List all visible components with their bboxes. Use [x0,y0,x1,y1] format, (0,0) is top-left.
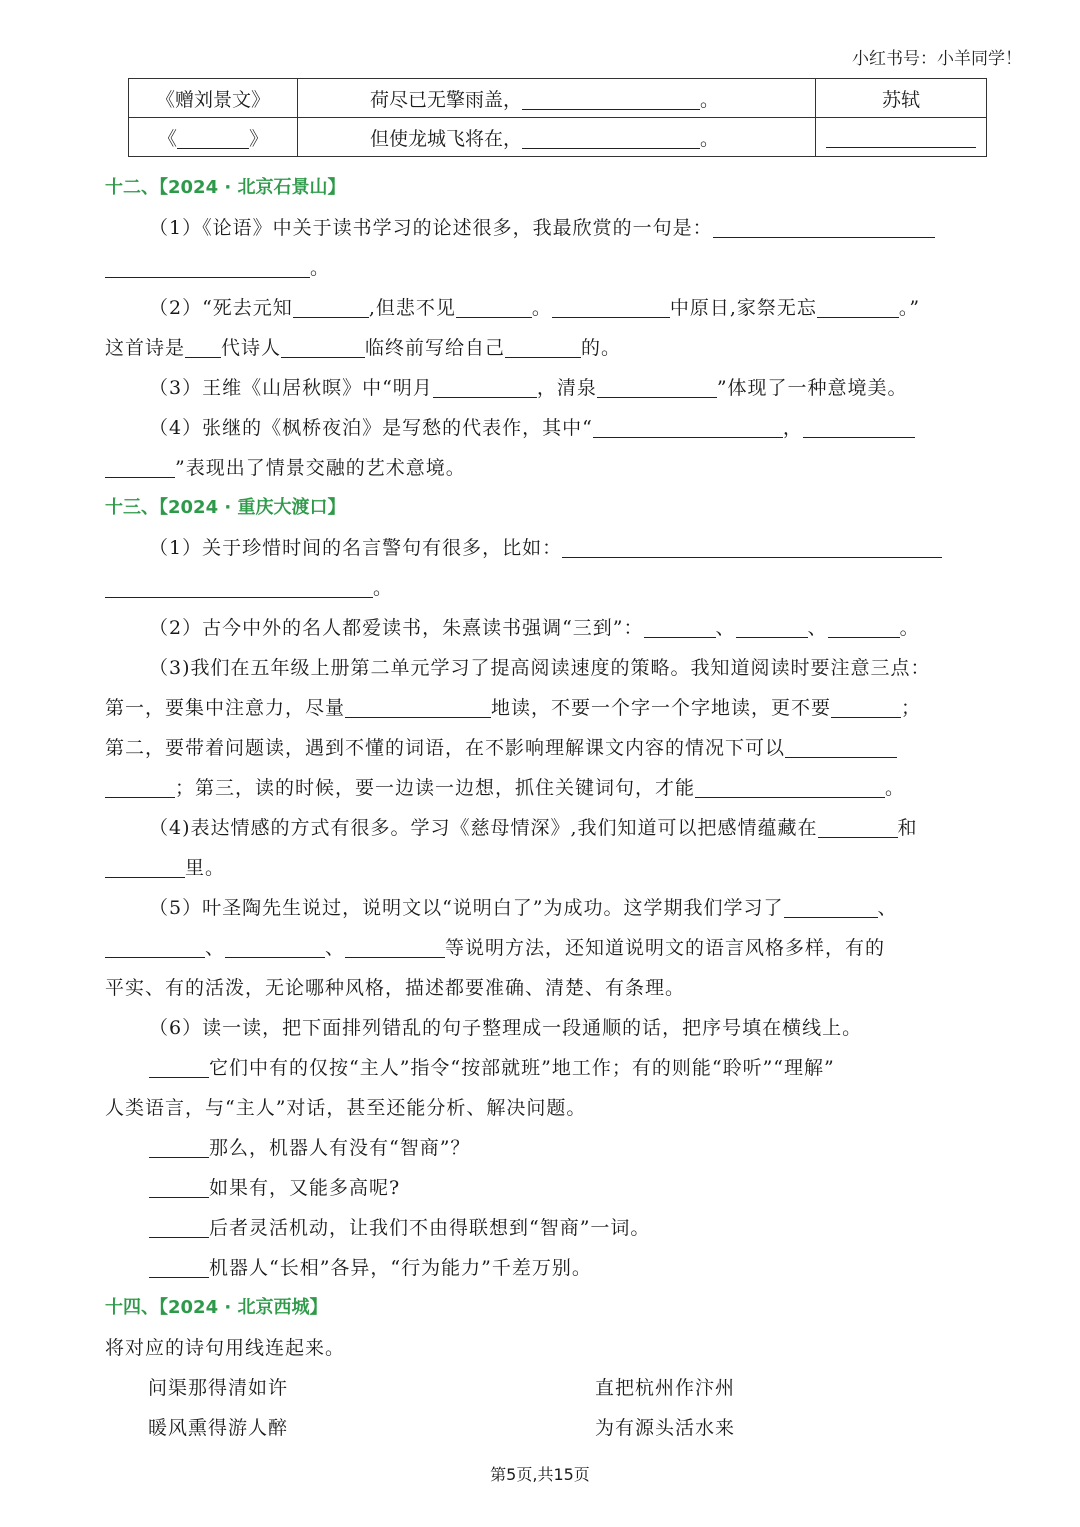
answer-blank[interactable] [831,695,901,718]
page-number: 第5页,共15页 [490,1465,590,1484]
poem-line: 但使龙城飞将在， 。 [298,118,816,157]
answer-blank[interactable] [713,215,935,238]
question-line: 、 、 等说明方法，还知道说明文的语言风格多样，有的 [105,933,980,960]
answer-blank[interactable] [803,415,915,438]
question-line: （2）古今中外的名人都爱读书，朱熹读书强调“三到”： 、 、 。 [149,617,920,639]
table-row [129,79,987,118]
question-line: 第一，要集中注意力，尽量 地读，不要一个字一个字地读，更不要 ； [105,697,922,719]
question-line: ”表现出了情景交融的艺术意境。 [105,453,980,480]
answer-blank[interactable] [552,295,670,318]
answer-blank[interactable] [784,895,878,918]
answer-blank[interactable] [149,1135,209,1158]
answer-blank[interactable] [828,615,900,638]
question-line: （3)我们在五年级上册第二单元学习了提高阅读速度的策略。我知道阅读时要注意三点： [149,657,931,679]
section-heading: 十二、【2024 · 北京石景山】 [105,177,346,198]
answer-blank[interactable] [105,455,175,478]
answer-blank[interactable] [817,295,899,318]
answer-blank[interactable] [644,615,716,638]
answer-blank[interactable] [105,255,310,278]
answer-blank[interactable] [149,1055,209,1078]
question-line: （1）《论语》中关于读书学习的论述很多，我最欣赏的一句是： [105,213,1024,240]
sentence-item: 那么，机器人有没有“智商”？ [105,1133,1024,1160]
answer-blank[interactable] [105,575,373,598]
answer-blank[interactable] [177,126,249,149]
section-heading: 十四、【2024 · 北京西城】 [105,1297,328,1318]
answer-blank[interactable] [345,935,445,958]
section-heading: 十三、【2024 · 重庆大渡口】 [105,497,346,518]
answer-blank[interactable] [505,335,581,358]
answer-blank[interactable] [105,935,205,958]
question-line: （3）王维《山居秋暝》中“明月 ，清泉 ”体现了一种意境美。 [149,377,908,399]
question-line: （4)表达情感的方式有很多。学习《慈母情深》,我们知道可以把感情蕴藏在 和 [149,817,918,839]
answer-blank[interactable] [597,375,717,398]
answer-blank[interactable] [695,775,885,798]
answer-blank[interactable] [149,1175,209,1198]
question-line: 第二，要带着问题读，遇到不懂的词语，在不影响理解课文内容的情况下可以 [105,733,980,760]
answer-blank[interactable] [562,535,942,558]
question-line: 。 [105,573,980,600]
sentence-item: 机器人“长相”各异，“行为能力”千差万别。 [105,1253,1024,1280]
answer-blank[interactable] [281,335,365,358]
answer-blank[interactable] [522,87,700,110]
answer-blank[interactable] [826,125,976,148]
match-right-item[interactable]: 为有源头活水来 [595,1417,736,1439]
match-right-item[interactable]: 直把杭州作汴州 [595,1377,736,1399]
match-left-item[interactable]: 问渠那得清如许 [148,1377,289,1399]
answer-blank[interactable] [149,1255,209,1278]
question-line: （2）“死去元知 ,但悲不见 。 中原日,家祭无忘 。” [149,297,921,319]
answer-blank[interactable] [149,1215,209,1238]
question-line: （1）关于珍惜时间的名言警句有很多，比如： [105,533,1024,560]
table-row [129,118,987,157]
poem-table [128,78,987,157]
question-line: 将对应的诗句用线连起来。 [105,1337,346,1359]
watermark-text: 小红书号：小羊同学！ [852,49,1022,69]
question-line: （5）叶圣陶先生说过，说明文以“说明白了”为成功。这学期我们学习了 、 [149,897,898,919]
poem-title: 《赠刘景文》 [129,79,298,118]
answer-blank[interactable] [293,295,369,318]
answer-blank[interactable] [593,415,783,438]
sentence-item: 人类语言，与“主人”对话，甚至还能分析、解决问题。 [105,1097,587,1119]
sentence-item: 如果有，又能多高呢? [105,1173,1024,1200]
answer-blank[interactable] [345,695,491,718]
question-line: （6）读一读，把下面排列错乱的句子整理成一段通顺的话，把序号填在横线上。 [149,1017,863,1039]
answer-blank[interactable] [105,855,185,878]
answer-blank[interactable] [736,615,808,638]
question-line: 。 [105,253,980,280]
question-line: 里。 [105,853,980,880]
sentence-item: 后者灵活机动，让我们不由得联想到“智商”一词。 [105,1213,1024,1240]
answer-blank[interactable] [105,775,175,798]
answer-blank[interactable] [456,295,532,318]
answer-blank[interactable] [818,815,898,838]
answer-blank[interactable] [225,935,325,958]
poem-author: 苏轼 [816,79,987,118]
sentence-item: 它们中有的仅按“主人”指令“按部就班”地工作；有的则能“聆听”“理解” [105,1053,1024,1080]
answer-blank[interactable] [785,735,897,758]
match-left-item[interactable]: 暖风熏得游人醉 [148,1417,289,1439]
poem-title: 《 》 [129,118,298,157]
question-line: （4）张继的《枫桥夜泊》是写愁的代表作，其中“ ， [105,413,1024,440]
answer-blank[interactable] [185,335,221,358]
answer-blank[interactable] [522,126,700,149]
poem-line: 荷尽已无擎雨盖， 。 [298,79,816,118]
question-line: ；第三，读的时候，要一边读一边想，抓住关键词句，才能 。 [105,773,980,800]
question-line: 平实、有的活泼，无论哪种风格，描述都要准确、清楚、有条理。 [105,977,686,999]
poem-author [816,118,987,157]
answer-blank[interactable] [433,375,537,398]
question-line: 这首诗是 代诗人 临终前写给自己 的。 [105,337,622,359]
